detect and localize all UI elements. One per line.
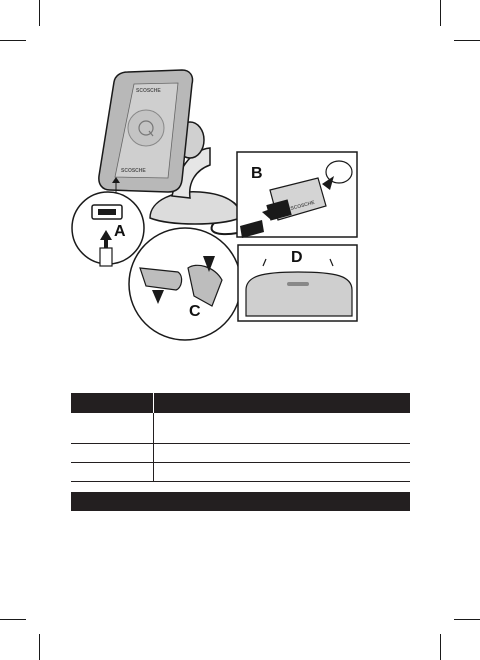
inset-c <box>129 228 241 340</box>
usb-port-icon <box>98 209 116 215</box>
footer-bar <box>71 492 410 511</box>
inset-b <box>237 152 357 238</box>
callout-d: D <box>291 249 303 266</box>
wireless-charging-pad <box>99 70 193 192</box>
spec-key <box>71 463 154 482</box>
callout-a: A <box>114 223 126 240</box>
qi-ring <box>128 110 164 146</box>
phone-port <box>287 282 309 286</box>
table-row <box>71 463 410 482</box>
spec-header-key <box>71 393 154 413</box>
spec-value <box>154 463 411 482</box>
usb-plug <box>100 248 112 266</box>
spec-table-header <box>71 393 410 413</box>
charger-brand: SCOSCHE <box>289 199 316 212</box>
inset-d <box>238 245 357 321</box>
spec-header-value <box>154 393 411 413</box>
inset-a <box>72 192 144 266</box>
spec-table <box>71 393 410 482</box>
spec-value <box>154 413 411 444</box>
spec-key <box>71 413 154 444</box>
spec-value <box>154 444 411 463</box>
callout-c: C <box>189 303 201 320</box>
table-row <box>71 444 410 463</box>
pad-brand-top: SCOSCHE <box>136 88 161 94</box>
table-row <box>71 413 410 444</box>
spec-key <box>71 444 154 463</box>
callout-b: B <box>251 165 263 182</box>
phone-bottom <box>246 272 352 316</box>
pad-brand-bottom: SCOSCHE <box>121 168 146 174</box>
